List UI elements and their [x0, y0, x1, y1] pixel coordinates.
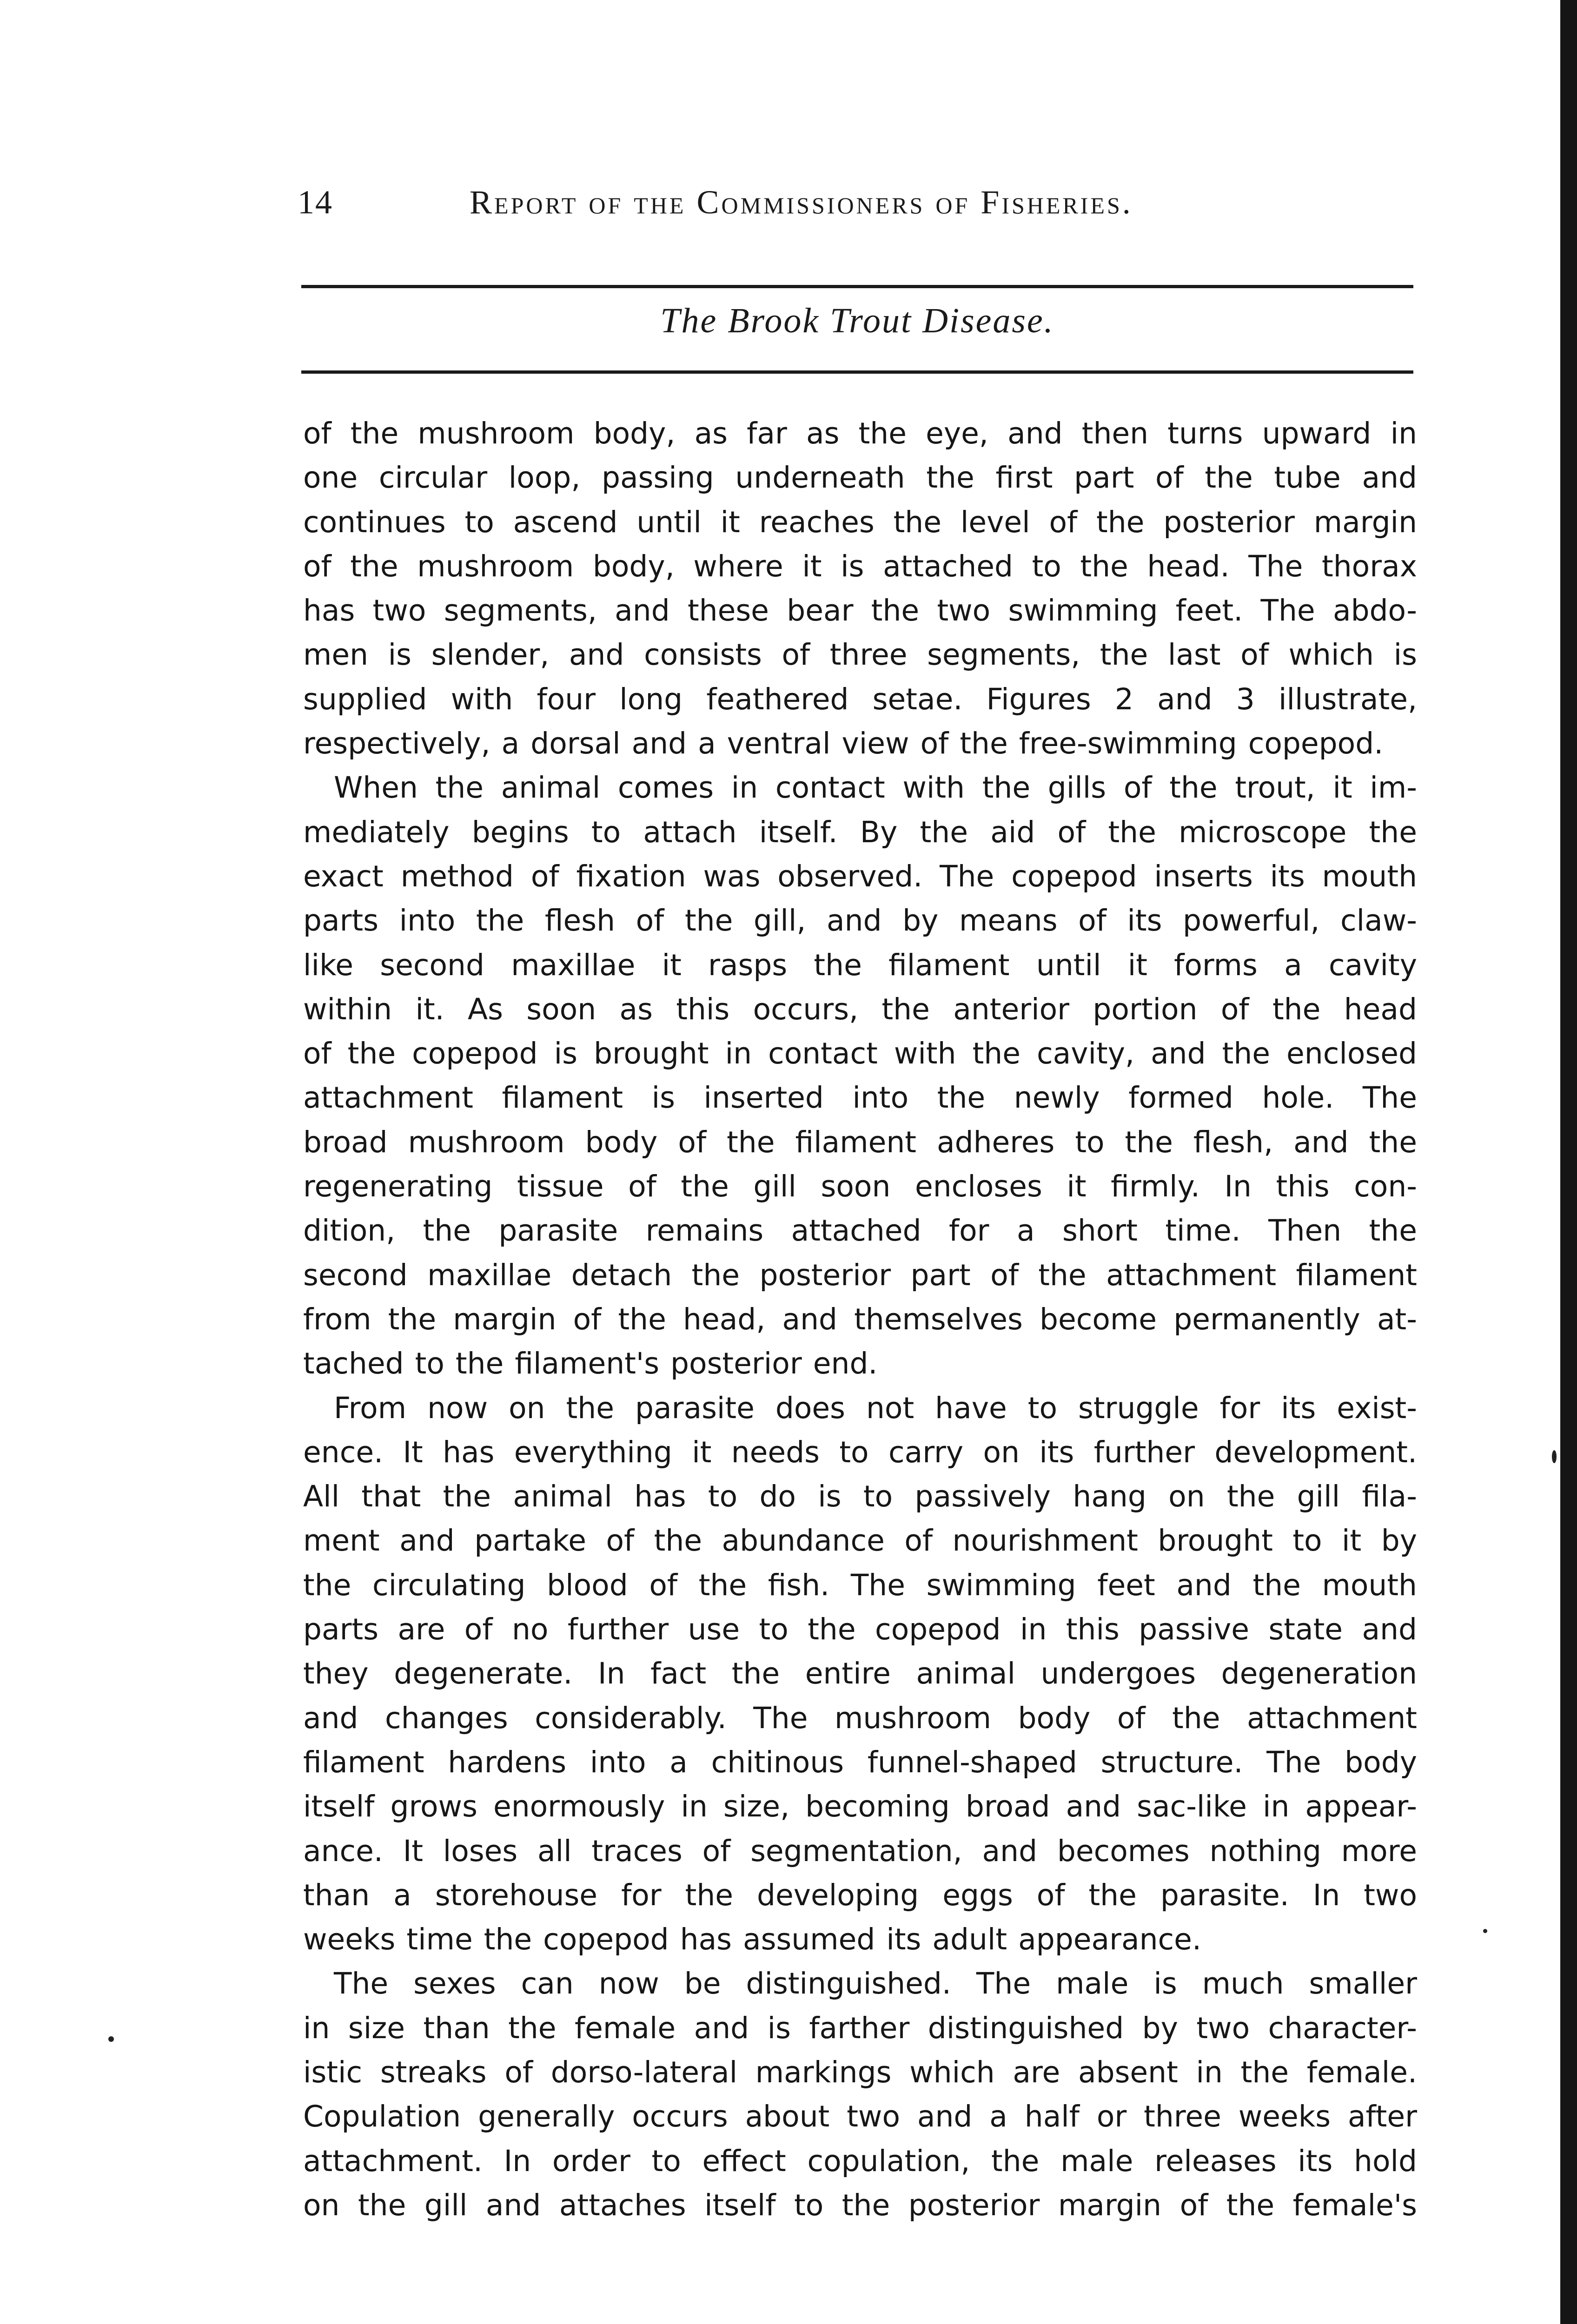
text-line: than a storehouse for the developing eggs of the parasite. In two: [303, 1878, 1417, 1912]
text-line: in size than the female and is farther distinguished by two character-: [303, 2011, 1417, 2045]
text-line: second maxillae detach the posterior part of the attachment filament: [303, 1258, 1417, 1292]
text-line: continues to ascend until it reaches the level of the posterior margin: [303, 505, 1417, 539]
text-line: The sexes can now be distinguished. The male is much smaller: [334, 1967, 1417, 2001]
text-line: From now on the parasite does not have to struggle for its exist-: [334, 1391, 1417, 1425]
text-line: itself grows enormously in size, becoming broad and sac-like in appear-: [303, 1789, 1417, 1824]
text-line: men is slender, and consists of three segments, the last of which is: [303, 638, 1417, 672]
text-line: exact method of fixation was observed. The copepod inserts its mouth: [303, 859, 1417, 893]
scan-speck: [1483, 1929, 1487, 1933]
text-line: tached to the filament's posterior end.: [303, 1347, 878, 1381]
page-header: [298, 184, 1413, 221]
text-line: of the mushroom body, as far as the eye, and then turns upward in: [303, 416, 1417, 450]
text-line: dition, the parasite remains attached for a short time. Then the: [303, 1214, 1417, 1248]
text-line: attachment. In order to effect copulation, the male releases its hold: [303, 2144, 1417, 2178]
text-line: parts are of no further use to the copepod in this passive state and: [303, 1612, 1417, 1647]
running-head: Report of the Commissioners of Fisheries.: [470, 184, 1133, 221]
text-line: of the copepod is brought in contact with the cavity, and the enclosed: [303, 1037, 1417, 1071]
text-line: All that the animal has to do is to passively hang on the gill fila-: [303, 1479, 1417, 1514]
text-line: they degenerate. In fact the entire animal undergoes degeneration: [303, 1657, 1417, 1691]
text-line: filament hardens into a chitinous funnel-shaped structure. The body: [303, 1745, 1417, 1779]
text-line: of the mushroom body, where it is attached to the head. The thorax: [303, 549, 1417, 583]
text-line: mediately begins to attach itself. By the aid of the microscope the: [303, 815, 1417, 849]
text-line: the circulating blood of the fish. The swimming feet and the mouth: [303, 1568, 1417, 1602]
text-line: broad mushroom body of the filament adheres to the flesh, and the: [303, 1125, 1417, 1159]
text-line: istic streaks of dorso-lateral markings which are absent in the female.: [303, 2055, 1417, 2089]
text-line: from the margin of the head, and themselves become permanently at-: [303, 1302, 1417, 1336]
text-line: regenerating tissue of the gill soon encloses it firmly. In this con-: [303, 1169, 1417, 1204]
page-number: 14: [298, 184, 333, 221]
text-line: weeks time the copepod has assumed its adult appearance.: [303, 1922, 1201, 1957]
text-line: supplied with four long feathered setae. Figures 2 and 3 illustrate,: [303, 682, 1417, 716]
text-line: Copulation generally occurs about two and a half or three weeks after: [303, 2100, 1417, 2134]
text-line: ance. It loses all traces of segmentation, and becomes nothing more: [303, 1834, 1417, 1868]
text-line: When the animal comes in contact with the gills of the trout, it im-: [334, 771, 1417, 805]
text-line: attachment filament is inserted into the newly formed hole. The: [303, 1081, 1417, 1115]
text-line: on the gill and attaches itself to the posterior margin of the female's: [303, 2188, 1417, 2222]
text-line: one circular loop, passing underneath the first part of the tube and: [303, 461, 1417, 495]
scan-page-edge: [1560, 0, 1577, 2324]
header-rule-bottom: [301, 370, 1413, 374]
section-title: The Brook Trout Disease.: [660, 301, 1054, 340]
text-line: has two segments, and these bear the two swimming feet. The abdo-: [303, 594, 1417, 628]
text-line: parts into the flesh of the gill, and by means of its powerful, claw-: [303, 904, 1417, 938]
body-text: [303, 411, 1417, 2227]
text-line: respectively, a dorsal and a ventral view of the free-swimming copepod.: [303, 726, 1384, 761]
text-line: like second maxillae it rasps the filament until it forms a cavity: [303, 948, 1417, 982]
text-line: and changes considerably. The mushroom body of the attachment: [303, 1701, 1417, 1735]
text-line: ence. It has everything it needs to carry on its further development.: [303, 1435, 1417, 1469]
scan-speck: [108, 2036, 114, 2042]
text-line: within it. As soon as this occurs, the anterior portion of the head: [303, 992, 1417, 1026]
header-rule-top: [301, 285, 1413, 288]
scan-speck: [1552, 1450, 1557, 1463]
text-line: ment and partake of the abundance of nourishment brought to it by: [303, 1524, 1417, 1558]
